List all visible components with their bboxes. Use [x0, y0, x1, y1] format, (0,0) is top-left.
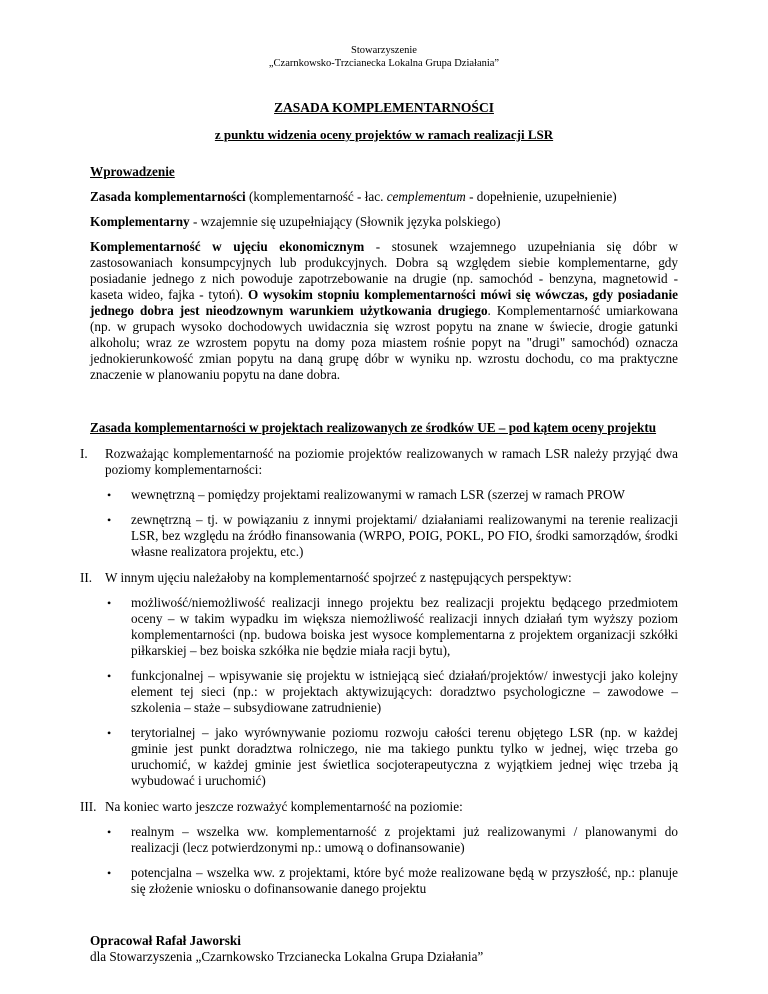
- bullet-icon: •: [107, 669, 112, 683]
- roman-item-text: Rozważając komplementarność na poziomie projektów realizowanych w ramach LSR należy przyjąć dwa poziomy komplementarności:: [105, 446, 678, 477]
- list-item: [105, 595, 678, 659]
- intro-heading: Wprowadzenie: [90, 164, 175, 179]
- list-item-text: terytorialnej – jako wyrównywanie poziomu rozwoju całości terenu objętego LSR (np. w każdej gminie jest punkt doradztwa rolniczego, nie ma takiego punktu tylko w jednej, więc trzeba go uruchomić, w każdej gminie jest świetlica socjoterapeutyczna z wyjątkiem jednej więc trzeba ją wybudować i uruchomić): [131, 725, 678, 788]
- list-item: [105, 865, 678, 897]
- bullet-list: [105, 824, 678, 897]
- roman-numeral: II.: [80, 570, 93, 585]
- list-item-text: wewnętrzną – pomiędzy projektami realizowanymi w ramach LSR (szerzej w ramach PROW: [131, 487, 625, 502]
- bullet-icon: •: [107, 825, 112, 839]
- bullet-list: [105, 487, 678, 560]
- definition-principle-latin: cemplementum: [386, 189, 466, 204]
- roman-item-text: Na koniec warto jeszcze rozważyć komplementarność na poziomie:: [105, 799, 463, 814]
- document-title: ZASADA KOMPLEMENTARNOŚCI: [274, 100, 494, 115]
- roman-numeral: I.: [80, 446, 88, 461]
- definition-principle: [90, 189, 678, 205]
- roman-item-1: [80, 446, 678, 560]
- list-item: [105, 824, 678, 856]
- economic-term: Komplementarność w ujęciu ekonomicznym: [90, 239, 365, 254]
- header-line-1: Stowarzyszenie: [351, 45, 417, 56]
- list-item-text: możliwość/niemożliwość realizacji innego projektu bez realizacji projektu będącego przedmiotem oceny – w takim wypadku im większa niemożliwość realizacji innych działań tym wyższy poziom komplementarności (np. budowa boiska jest wysoce komplementarna z projektem organizacji szkółki piłkarskiej – bez boiska szkółka nie będzie miała racji bytu),: [131, 595, 678, 658]
- list-item: [105, 487, 678, 503]
- bullet-icon: •: [107, 596, 112, 610]
- roman-item-text: W innym ujęciu należałoby na komplementarność spojrzeć z następujących perspektyw:: [105, 570, 572, 585]
- list-item: [105, 512, 678, 560]
- economic-emphasis: O wysokim stopniu komplementarności mówi się wówczas, gdy posiadanie jednego dobra jest nieodzownym warunkiem użytkowania drugiego: [90, 287, 678, 318]
- bullet-icon: •: [107, 488, 112, 502]
- author-organization: dla Stowarzyszenia „Czarnkowsko Trzcianecka Lokalna Grupa Działania”: [90, 949, 484, 964]
- definition-principle-text-end: - dopełnienie, uzupełnienie): [465, 189, 617, 204]
- bullet-icon: •: [107, 726, 112, 740]
- economic-paragraph: [90, 239, 678, 383]
- document-header: [90, 44, 678, 70]
- roman-item-3: [80, 799, 678, 897]
- economic-text-2: . Komplementarność umiarkowana (np. w grupach wysoko dochodowych uwidacznia się wzrost popytu na znane w świecie, drogie gatunki alkoholu; wraz ze wzrostem popytu na domy poza miastem rośnie popyt na "drugi" samochód) oznacza jednokierunkowość zmian popytu na daną grupę dóbr w wyniku np. wzrostu dochodu, co ma praktyczne znaczenie w planowaniu popytu na dane dobra.: [90, 303, 679, 382]
- list-item-text: realnym – wszelka ww. komplementarność z projektami już realizowanymi / planowanymi do realizacji (lecz potwierdzonymi np.: umową o dofinansowanie): [131, 824, 678, 855]
- section2-list: [80, 446, 678, 897]
- bullet-icon: •: [107, 513, 112, 527]
- list-item-text: potencjalna – wszelka ww. z projektami, które być może realizowane będą w przyszłość, np.: planuje się złożenie wniosku o dofinansowanie danego projektu: [131, 865, 678, 896]
- list-item: [105, 725, 678, 789]
- definition-complementary: [90, 214, 678, 230]
- list-item-text: zewnętrzną – tj. w powiązaniu z innymi projektami/ działaniami realizowanymi na terenie realizacji LSR, bez względu na źródło finansowania (WRPO, POIG, POKL, PO FIO, środki samorządów, środki własne realizatora projektu, etc.): [131, 512, 678, 559]
- definition-complementary-term: Komplementarny: [90, 214, 190, 229]
- economic-text-1: - stosunek wzajemnego uzupełniania się dóbr w zastosowaniach konsumpcyjnych lub produkcyjnych. Dobra są względem siebie komplementarne, gdy posiadanie jednego z nich powoduje zapotrzebowanie na drugie (np. samochód - benzyna, magnetowid - kaseta wideo, fajka - tytoń).: [90, 239, 679, 302]
- bullet-icon: •: [107, 866, 112, 880]
- definition-principle-term: Zasada komplementarności: [90, 189, 246, 204]
- section2-heading: Zasada komplementarności w projektach realizowanych ze środków UE – pod kątem oceny projektu: [90, 420, 657, 435]
- list-item: [105, 668, 678, 716]
- document-page: [80, 44, 679, 965]
- header-line-2: „Czarnkowsko-Trzcianecka Lokalna Grupa Działania”: [268, 58, 500, 69]
- definition-complementary-text: - wzajemnie się uzupełniający (Słownik języka polskiego): [189, 214, 501, 229]
- definition-principle-text: (komplementarność - łac.: [245, 189, 387, 204]
- roman-numeral: III.: [80, 799, 97, 814]
- document-subtitle: z punktu widzenia oceny projektów w ramach realizacji LSR: [214, 127, 554, 142]
- bullet-list: [105, 595, 678, 789]
- roman-item-2: [80, 570, 678, 789]
- author-name: Opracował Rafał Jaworski: [90, 933, 241, 948]
- list-item-text: funkcjonalnej – wpisywanie się projektu w istniejącą sieć działań/projektów/ inwestycji jako kolejny element tej sieci (np.: w projektach aktywizujących: doradztwo psychologiczne – zawodowe – szkolenia – staże – subsydiowane zatrudnienie): [131, 668, 678, 715]
